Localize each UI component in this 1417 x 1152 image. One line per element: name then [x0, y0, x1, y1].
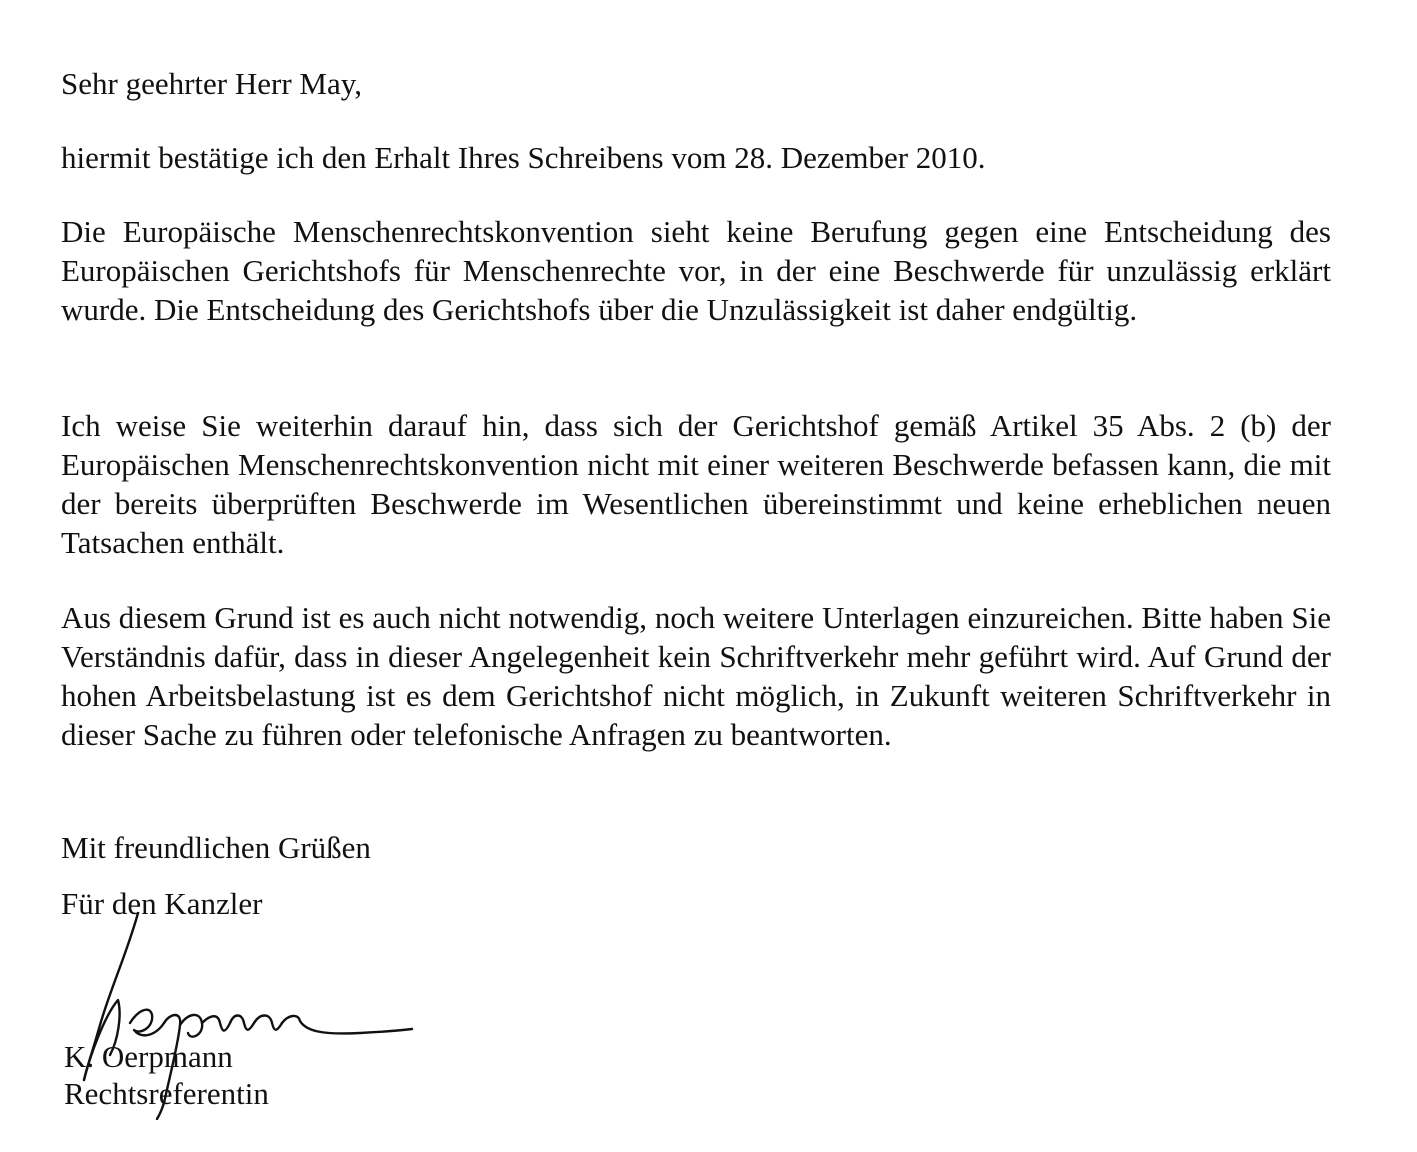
paragraph-article-35: Ich weise Sie weiterhin darauf hin, dass sich der Gerichtshof gemäß Artikel 35 Abs. 2 (b) der Europäischen Menschenrechtskonvention nicht mit einer weiteren Beschwerde befassen kann, die mit der bereits überprüften Beschwerde im Wesentlichen übereinstimmt und keine erheblichen neuen Tatsachen enthält.: [61, 408, 1331, 560]
on-behalf-line: Für den Kanzler: [61, 886, 263, 921]
closing-greeting: Mit freundlichen Grüßen: [61, 830, 371, 865]
paragraph-appeal: Die Europäische Menschenrechtskonvention sieht keine Berufung gegen eine Entscheidung des Europäischen Gerichtshofs für Menschenrechte vor, in der eine Beschwerde für unzulässig erklärt wurde. Die Entscheidung des Gerichtshofs über die Unzulässigkeit ist daher endgültig.: [61, 214, 1331, 327]
signer-name: K. Oerpmann: [64, 1039, 233, 1074]
signer-title: Rechtsreferentin: [64, 1076, 269, 1111]
signer-block: [64, 1038, 269, 1112]
paragraph-no-correspondence: Aus diesem Grund ist es auch nicht notwendig, noch weitere Unterlagen einzureichen. Bitte haben Sie Verständnis dafür, dass in dieser Angelegenheit kein Schriftverkehr mehr geführt wird. Auf Grund der hohen Arbeitsbelastung ist es dem Gerichtshof nicht möglich, in Zukunft weiteren Schriftverkehr in dieser Sache zu führen oder telefonische Anfragen zu beantworten.: [61, 600, 1331, 752]
salutation: Sehr geehrter Herr May,: [61, 66, 362, 101]
confirmation-sentence: hiermit bestätige ich den Erhalt Ihres Schreibens vom 28. Dezember 2010.: [61, 140, 986, 175]
